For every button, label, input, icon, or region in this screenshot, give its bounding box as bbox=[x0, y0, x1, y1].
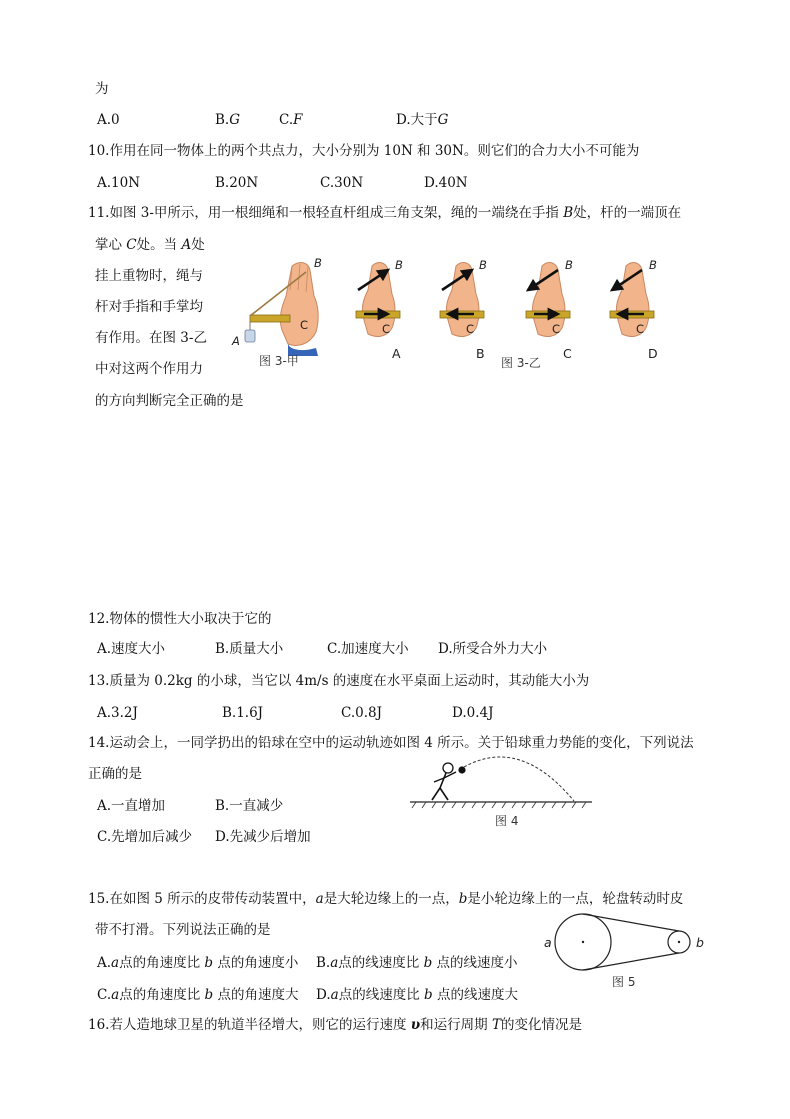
q10-stem: 10.作用在同一物体上的两个共点力，大小分别为 10N 和 30N。则它们的合力大小不可能为 bbox=[88, 143, 640, 159]
figure-4-shot-put bbox=[408, 754, 594, 810]
fig3yi-d-point-b: B bbox=[649, 258, 657, 272]
q15-option-b: B.a点的线速度比 b 点的线速度小 bbox=[316, 955, 518, 971]
q9-option-c: C.F bbox=[279, 112, 303, 128]
q11-stem-line2: 掌心 C处。当 A处 bbox=[95, 237, 205, 253]
q13-stem: 13.质量为 0.2kg 的小球，当它以 4m/s 的速度在水平桌面上运动时，其动能大小为 bbox=[88, 673, 590, 689]
fig3yi-a-point-c: C bbox=[382, 322, 391, 336]
q15-option-d: D.a点的线速度比 b 点的线速度大 bbox=[316, 987, 518, 1003]
q16-stem: 16.若人造地球卫星的轨道半径增大，则它的运行速度 υ和运行周期 T的变化情况是 bbox=[88, 1017, 582, 1033]
q9-option-a: A.0 bbox=[97, 112, 120, 128]
q12-option-b: B.质量大小 bbox=[215, 641, 284, 657]
q9-option-b: B.G bbox=[215, 112, 241, 128]
q14-option-b: B.一直减少 bbox=[215, 798, 284, 814]
fig3-yi-caption: 图 3-乙 bbox=[501, 356, 541, 370]
fig5-label-b: b bbox=[696, 935, 704, 950]
q10-option-d: D.40N bbox=[424, 175, 468, 191]
q10-option-b: B.20N bbox=[215, 175, 259, 191]
q13-option-d: D.0.4J bbox=[452, 705, 494, 721]
q15-stem-line2: 带不打滑。下列说法正确的是 bbox=[95, 922, 271, 938]
fig3yi-choice-a: A bbox=[392, 346, 401, 361]
q11-stem-line7: 的方向判断完全正确的是 bbox=[95, 393, 244, 409]
q15-option-c: C.a点的角速度比 b 点的角速度大 bbox=[97, 987, 299, 1003]
fig3-point-c: C bbox=[300, 318, 309, 332]
q14-option-d: D.先减少后增加 bbox=[215, 829, 311, 845]
q15-option-a: A.a点的角速度比 b 点的角速度小 bbox=[97, 955, 299, 971]
q9-option-d: D.大于G bbox=[396, 112, 449, 128]
q13-option-b: B.1.6J bbox=[222, 705, 264, 721]
fig5-caption: 图 5 bbox=[612, 975, 636, 989]
q14-stem-line2: 正确的是 bbox=[88, 766, 142, 782]
fig3yi-choice-b: B bbox=[476, 346, 485, 361]
fig3-point-a: A bbox=[232, 334, 240, 348]
figure-5-belt-drive bbox=[554, 910, 696, 974]
fig4-caption: 图 4 bbox=[495, 814, 519, 828]
q11-stem-line5: 有作用。在图 3-乙 bbox=[95, 330, 207, 346]
q11-stem-line1: 11.如图 3-甲所示，用一根细绳和一根轻直杆组成三角支架，绳的一端绕在手指 B处，杆的一端顶在 bbox=[88, 205, 682, 221]
fig3yi-c-point-b: B bbox=[565, 258, 573, 272]
q15-stem-line1: 15.在如图 5 所示的皮带传动装置中，a是大轮边缘上的一点，b是小轮边缘上的一点，轮盘转动时皮 bbox=[88, 891, 684, 907]
q12-option-c: C.加速度大小 bbox=[327, 641, 409, 657]
fig3yi-b-point-c: C bbox=[466, 322, 475, 336]
fig5-label-a: a bbox=[544, 935, 552, 950]
q12-option-a: A.速度大小 bbox=[97, 641, 166, 657]
q10-option-a: A.10N bbox=[97, 175, 141, 191]
q11-stem-line3: 挂上重物时，绳与 bbox=[95, 268, 203, 284]
q13-option-c: C.0.8J bbox=[341, 705, 383, 721]
q14-option-c: C.先增加后减少 bbox=[97, 829, 193, 845]
q10-option-c: C.30N bbox=[320, 175, 364, 191]
q13-option-a: A.3.2J bbox=[97, 705, 138, 721]
q12-option-d: D.所受合外力大小 bbox=[438, 641, 548, 657]
q14-option-a: A.一直增加 bbox=[97, 798, 166, 814]
fig3yi-a-point-b: B bbox=[395, 258, 403, 272]
fig3yi-b-point-b: B bbox=[479, 258, 487, 272]
q11-stem-line4: 杆对手指和手掌均 bbox=[95, 299, 203, 315]
q9-stem-tail: 为 bbox=[95, 81, 109, 97]
fig3yi-c-point-c: C bbox=[552, 322, 561, 336]
q11-stem-line6: 中对这两个作用力 bbox=[95, 361, 203, 377]
fig3yi-choice-c: C bbox=[563, 346, 572, 361]
fig3-point-b: B bbox=[314, 256, 322, 270]
fig3yi-choice-d: D bbox=[648, 346, 658, 361]
fig3yi-d-point-c: C bbox=[636, 322, 645, 336]
q12-stem: 12.物体的惯性大小取决于它的 bbox=[88, 611, 272, 627]
fig3-jia-caption: 图 3-甲 bbox=[259, 354, 299, 368]
q14-stem-line1: 14.运动会上，一同学扔出的铅球在空中的运动轨迹如图 4 所示。关于铅球重力势能的变化，下列说法 bbox=[88, 735, 694, 751]
